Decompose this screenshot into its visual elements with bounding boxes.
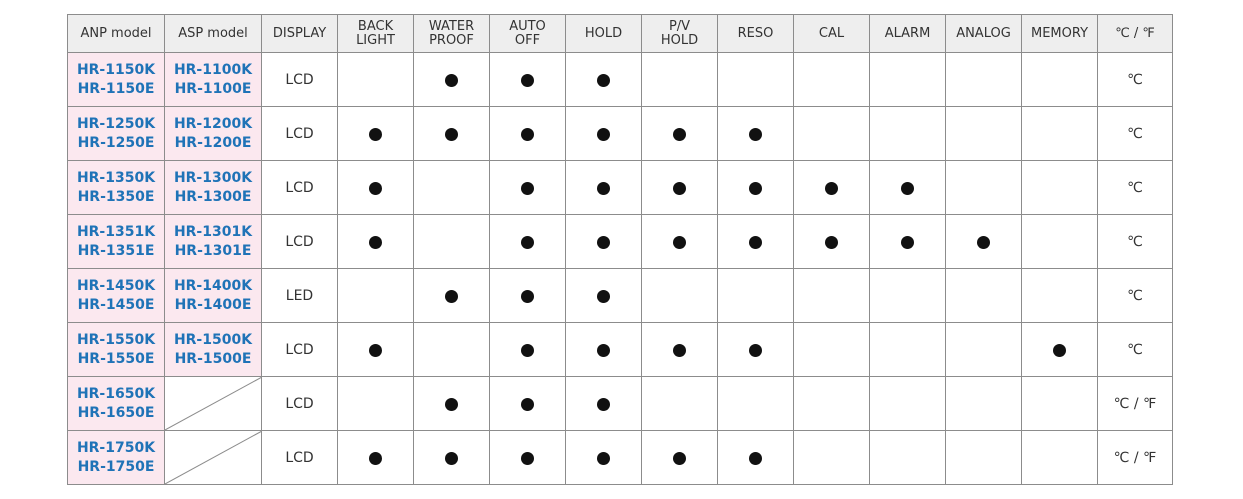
- spec-comparison-table: [67, 14, 1173, 485]
- asp-model-cell: [165, 215, 262, 269]
- feature-supported-dot-icon: [445, 290, 458, 303]
- feature-cell-alarm: [870, 269, 946, 323]
- feature-supported-dot-icon: [369, 182, 382, 195]
- feature-supported-dot-icon: [521, 290, 534, 303]
- anp-model-cell: [68, 269, 165, 323]
- feature-cell-hold: [566, 377, 642, 431]
- asp-model-cell: [165, 323, 262, 377]
- asp-model-number: HR-1100E: [174, 80, 252, 97]
- feature-cell-autooff: [490, 161, 566, 215]
- column-header-label: P/V: [668, 18, 691, 34]
- display-type-cell: LED: [262, 269, 338, 323]
- feature-cell-cal: [794, 323, 870, 377]
- feature-cell-alarm: [870, 161, 946, 215]
- display-type-cell: LCD: [262, 107, 338, 161]
- feature-cell-reso: [718, 107, 794, 161]
- feature-cell-backlight: [338, 215, 414, 269]
- display-type-cell: LCD: [262, 323, 338, 377]
- feature-supported-dot-icon: [597, 128, 610, 141]
- feature-cell-analog: [946, 53, 1022, 107]
- feature-cell-analog: [946, 269, 1022, 323]
- column-header-waterproof: [414, 15, 490, 53]
- feature-supported-dot-icon: [825, 236, 838, 249]
- feature-cell-backlight: [338, 431, 414, 485]
- feature-cell-cal: [794, 161, 870, 215]
- anp-model-number: HR-1350E: [77, 188, 155, 205]
- anp-model-cell: [68, 431, 165, 485]
- anp-model-cell: [68, 53, 165, 107]
- anp-model-number: HR-1750K: [76, 439, 156, 456]
- anp-model-cell: [68, 107, 165, 161]
- feature-cell-analog: [946, 215, 1022, 269]
- table-row: [68, 215, 1173, 269]
- feature-cell-hold: [566, 431, 642, 485]
- asp-model-cell: [165, 269, 262, 323]
- column-header-label: ANP model: [80, 25, 152, 41]
- feature-supported-dot-icon: [977, 236, 990, 249]
- asp-model-number: HR-1400K: [173, 277, 253, 294]
- feature-supported-dot-icon: [901, 236, 914, 249]
- feature-supported-dot-icon: [521, 182, 534, 195]
- table-row: [68, 53, 1173, 107]
- column-header-label: CAL: [818, 25, 845, 41]
- column-header-label: LIGHT: [356, 32, 395, 48]
- asp-model-number: HR-1400E: [174, 296, 252, 313]
- feature-supported-dot-icon: [597, 452, 610, 465]
- column-header-reso: [718, 15, 794, 53]
- temperature-unit-cell: ℃: [1098, 215, 1173, 269]
- column-header-memory: [1022, 15, 1098, 53]
- table-row: [68, 269, 1173, 323]
- feature-cell-pvhold: [642, 269, 718, 323]
- diagonal-slash-line: [165, 431, 262, 484]
- feature-cell-cal: [794, 215, 870, 269]
- anp-model-number: HR-1650E: [77, 404, 155, 421]
- temperature-unit-cell: ℃: [1098, 161, 1173, 215]
- feature-cell-autooff: [490, 53, 566, 107]
- feature-cell-pvhold: [642, 323, 718, 377]
- feature-supported-dot-icon: [673, 236, 686, 249]
- feature-cell-autooff: [490, 269, 566, 323]
- anp-model-number: HR-1351E: [77, 242, 155, 259]
- column-header-label: WATER: [428, 18, 475, 34]
- feature-supported-dot-icon: [673, 128, 686, 141]
- feature-supported-dot-icon: [901, 182, 914, 195]
- feature-cell-pvhold: [642, 431, 718, 485]
- feature-cell-pvhold: [642, 161, 718, 215]
- display-type-cell: LCD: [262, 377, 338, 431]
- feature-cell-backlight: [338, 269, 414, 323]
- temperature-unit-cell: ℃: [1098, 323, 1173, 377]
- anp-model-cell: [68, 215, 165, 269]
- display-type-cell: LCD: [262, 215, 338, 269]
- feature-cell-memory: [1022, 53, 1098, 107]
- feature-cell-alarm: [870, 377, 946, 431]
- anp-model-number: HR-1250K: [76, 115, 156, 132]
- temperature-unit-cell: ℃ / ℉: [1098, 377, 1173, 431]
- feature-cell-cal: [794, 269, 870, 323]
- asp-model-number: HR-1301E: [174, 242, 252, 259]
- feature-cell-alarm: [870, 53, 946, 107]
- feature-cell-memory: [1022, 323, 1098, 377]
- column-header-label: BACK: [357, 18, 394, 34]
- feature-cell-reso: [718, 431, 794, 485]
- column-header-anp: [68, 15, 165, 53]
- feature-cell-alarm: [870, 215, 946, 269]
- column-header-label: HOLD: [584, 25, 623, 41]
- table-row: [68, 431, 1173, 485]
- feature-cell-hold: [566, 107, 642, 161]
- column-header-label: MEMORY: [1030, 25, 1089, 41]
- feature-supported-dot-icon: [445, 74, 458, 87]
- column-header-hold: [566, 15, 642, 53]
- feature-cell-waterproof: [414, 431, 490, 485]
- feature-cell-backlight: [338, 107, 414, 161]
- feature-cell-reso: [718, 161, 794, 215]
- feature-supported-dot-icon: [749, 236, 762, 249]
- feature-cell-pvhold: [642, 53, 718, 107]
- anp-model-number: HR-1351K: [76, 223, 156, 240]
- anp-model-number: HR-1150E: [77, 80, 155, 97]
- anp-model-number: HR-1450E: [77, 296, 155, 313]
- asp-model-number: HR-1301K: [173, 223, 253, 240]
- anp-model-number: HR-1750E: [77, 458, 155, 475]
- feature-cell-alarm: [870, 107, 946, 161]
- column-header-label: ALARM: [884, 25, 931, 41]
- feature-supported-dot-icon: [521, 74, 534, 87]
- header-row: [68, 15, 1173, 53]
- feature-cell-memory: [1022, 431, 1098, 485]
- asp-model-number: HR-1500K: [173, 331, 253, 348]
- diagonal-slash-icon: [165, 431, 262, 484]
- feature-supported-dot-icon: [597, 74, 610, 87]
- column-header-backlight: [338, 15, 414, 53]
- feature-cell-hold: [566, 269, 642, 323]
- feature-cell-autooff: [490, 107, 566, 161]
- column-header-label: OFF: [514, 32, 541, 48]
- feature-supported-dot-icon: [673, 344, 686, 357]
- feature-supported-dot-icon: [749, 452, 762, 465]
- column-header-label: ℃ / ℉: [1115, 25, 1155, 41]
- display-type-cell: LCD: [262, 161, 338, 215]
- asp-model-not-available-cell: [165, 431, 262, 485]
- feature-supported-dot-icon: [369, 452, 382, 465]
- table-row: [68, 377, 1173, 431]
- feature-supported-dot-icon: [673, 182, 686, 195]
- column-header-label: RESO: [737, 25, 774, 41]
- feature-cell-reso: [718, 269, 794, 323]
- feature-cell-alarm: [870, 323, 946, 377]
- feature-supported-dot-icon: [597, 236, 610, 249]
- feature-cell-cal: [794, 431, 870, 485]
- asp-model-cell: [165, 161, 262, 215]
- feature-cell-hold: [566, 215, 642, 269]
- feature-supported-dot-icon: [597, 182, 610, 195]
- feature-cell-hold: [566, 161, 642, 215]
- column-header-label: ANALOG: [956, 25, 1011, 41]
- feature-cell-reso: [718, 215, 794, 269]
- feature-cell-analog: [946, 161, 1022, 215]
- feature-supported-dot-icon: [749, 182, 762, 195]
- temperature-unit-cell: ℃: [1098, 53, 1173, 107]
- column-header-label: AUTO: [509, 18, 546, 34]
- asp-model-number: HR-1300K: [173, 169, 253, 186]
- feature-supported-dot-icon: [369, 128, 382, 141]
- feature-cell-backlight: [338, 377, 414, 431]
- feature-supported-dot-icon: [749, 128, 762, 141]
- feature-supported-dot-icon: [597, 290, 610, 303]
- feature-cell-backlight: [338, 53, 414, 107]
- feature-supported-dot-icon: [749, 344, 762, 357]
- asp-model-number: HR-1300E: [174, 188, 252, 205]
- anp-model-number: HR-1350K: [76, 169, 156, 186]
- temperature-unit-cell: ℃: [1098, 269, 1173, 323]
- feature-cell-autooff: [490, 431, 566, 485]
- feature-cell-analog: [946, 377, 1022, 431]
- feature-supported-dot-icon: [825, 182, 838, 195]
- feature-cell-waterproof: [414, 161, 490, 215]
- anp-model-cell: [68, 323, 165, 377]
- asp-model-not-available-cell: [165, 377, 262, 431]
- feature-cell-analog: [946, 323, 1022, 377]
- feature-cell-memory: [1022, 269, 1098, 323]
- feature-cell-cal: [794, 377, 870, 431]
- feature-cell-alarm: [870, 431, 946, 485]
- feature-cell-pvhold: [642, 215, 718, 269]
- asp-model-number: HR-1200K: [173, 115, 253, 132]
- anp-model-number: HR-1550K: [76, 331, 156, 348]
- feature-cell-waterproof: [414, 269, 490, 323]
- feature-cell-waterproof: [414, 377, 490, 431]
- feature-cell-autooff: [490, 215, 566, 269]
- anp-model-cell: [68, 161, 165, 215]
- feature-supported-dot-icon: [369, 344, 382, 357]
- feature-cell-hold: [566, 323, 642, 377]
- asp-model-number: HR-1200E: [174, 134, 252, 151]
- feature-cell-autooff: [490, 377, 566, 431]
- diagonal-slash-icon: [165, 377, 262, 430]
- anp-model-cell: [68, 377, 165, 431]
- feature-supported-dot-icon: [1053, 344, 1066, 357]
- feature-cell-waterproof: [414, 107, 490, 161]
- column-header-label: DISPLAY: [272, 25, 327, 41]
- display-type-cell: LCD: [262, 431, 338, 485]
- column-header-label: PROOF: [429, 32, 474, 48]
- feature-supported-dot-icon: [521, 236, 534, 249]
- feature-cell-waterproof: [414, 215, 490, 269]
- anp-model-number: HR-1450K: [76, 277, 156, 294]
- feature-cell-pvhold: [642, 377, 718, 431]
- feature-cell-cal: [794, 53, 870, 107]
- asp-model-cell: [165, 107, 262, 161]
- temperature-unit-cell: ℃ / ℉: [1098, 431, 1173, 485]
- asp-model-cell: [165, 53, 262, 107]
- feature-cell-memory: [1022, 107, 1098, 161]
- feature-cell-memory: [1022, 377, 1098, 431]
- table-row: [68, 161, 1173, 215]
- column-header-pvhold: [642, 15, 718, 53]
- column-header-display: [262, 15, 338, 53]
- feature-cell-reso: [718, 323, 794, 377]
- feature-cell-reso: [718, 53, 794, 107]
- anp-model-number: HR-1650K: [76, 385, 156, 402]
- feature-cell-memory: [1022, 215, 1098, 269]
- feature-supported-dot-icon: [445, 398, 458, 411]
- column-header-alarm: [870, 15, 946, 53]
- feature-cell-analog: [946, 107, 1022, 161]
- temperature-unit-cell: ℃: [1098, 107, 1173, 161]
- feature-cell-memory: [1022, 161, 1098, 215]
- column-header-analog: [946, 15, 1022, 53]
- anp-model-number: HR-1250E: [77, 134, 155, 151]
- feature-cell-backlight: [338, 161, 414, 215]
- asp-model-number: HR-1100K: [173, 61, 253, 78]
- feature-supported-dot-icon: [521, 398, 534, 411]
- feature-cell-hold: [566, 53, 642, 107]
- feature-cell-waterproof: [414, 53, 490, 107]
- table-row: [68, 107, 1173, 161]
- table-body: [68, 53, 1173, 485]
- feature-cell-autooff: [490, 323, 566, 377]
- column-header-unit: [1098, 15, 1173, 53]
- feature-cell-waterproof: [414, 323, 490, 377]
- feature-cell-pvhold: [642, 107, 718, 161]
- table-row: [68, 323, 1173, 377]
- asp-model-number: HR-1500E: [174, 350, 252, 367]
- feature-cell-reso: [718, 377, 794, 431]
- feature-supported-dot-icon: [521, 344, 534, 357]
- feature-supported-dot-icon: [445, 128, 458, 141]
- feature-cell-analog: [946, 431, 1022, 485]
- anp-model-number: HR-1550E: [77, 350, 155, 367]
- feature-supported-dot-icon: [521, 452, 534, 465]
- anp-model-number: HR-1150K: [76, 61, 156, 78]
- feature-supported-dot-icon: [369, 236, 382, 249]
- diagonal-slash-line: [165, 377, 262, 430]
- feature-supported-dot-icon: [521, 128, 534, 141]
- feature-supported-dot-icon: [597, 398, 610, 411]
- column-header-label: ASP model: [178, 25, 248, 41]
- feature-cell-cal: [794, 107, 870, 161]
- feature-supported-dot-icon: [445, 452, 458, 465]
- display-type-cell: LCD: [262, 53, 338, 107]
- feature-supported-dot-icon: [597, 344, 610, 357]
- feature-cell-backlight: [338, 323, 414, 377]
- column-header-cal: [794, 15, 870, 53]
- feature-supported-dot-icon: [673, 452, 686, 465]
- column-header-asp: [165, 15, 262, 53]
- column-header-autooff: [490, 15, 566, 53]
- column-header-label: HOLD: [660, 32, 699, 48]
